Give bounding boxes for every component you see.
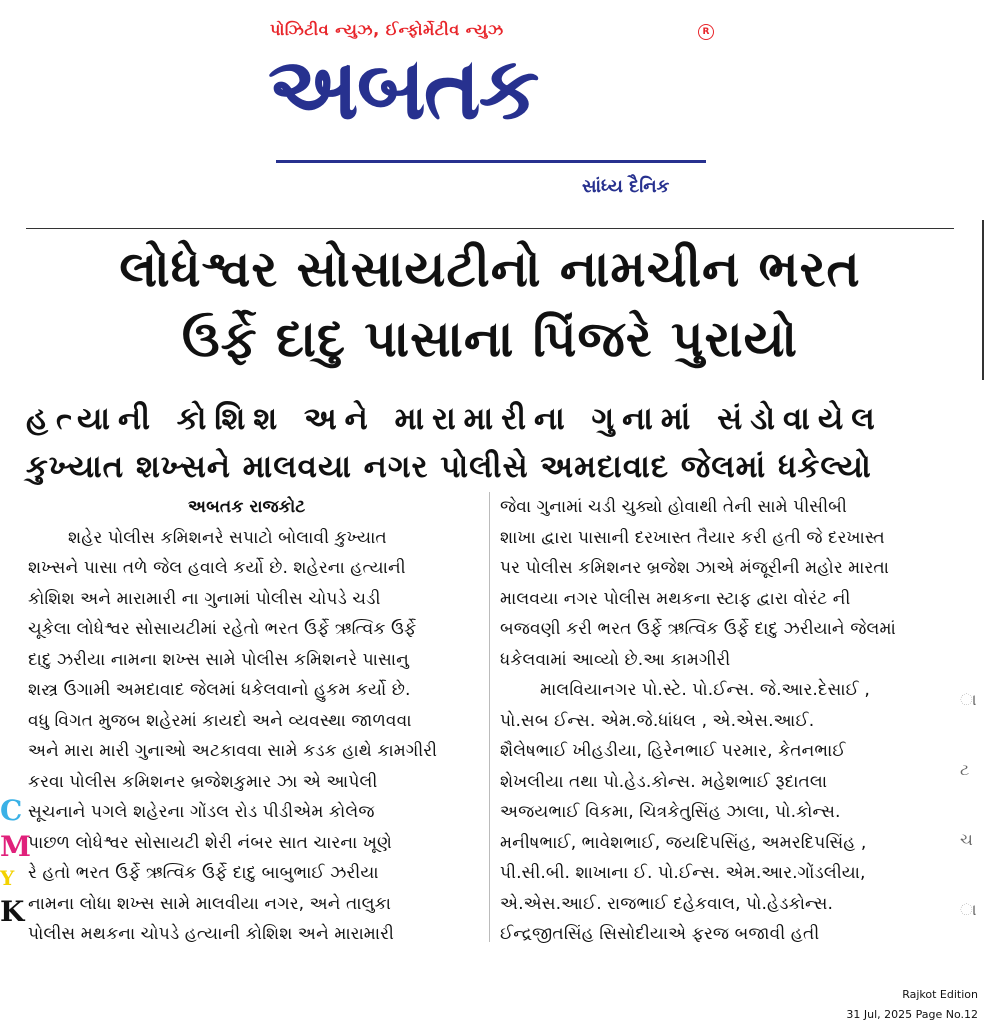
- body-line: શૈલેષભાઈ ખીહડીયા, હિરેનભાઈ પરમાર, કેતનભાઈ: [500, 741, 846, 761]
- body-line: સૂચનાને પગલે શહેરના ગોંડલ રોડ પીડીએમ કોલેજ: [28, 802, 375, 822]
- body-line: માલવિયાનગર પો.સ્ટે. પો.ઈન્સ. જે.આર.દેસાઈ ,: [540, 680, 870, 700]
- masthead: [262, 14, 722, 204]
- article-top-rule: [26, 228, 954, 229]
- body-line: પાછળ લોધેશ્વર સોસાયટી શેરી નંબર સાત ચારના ખૂણે: [28, 832, 392, 853]
- edition-label: Rajkot Edition: [902, 988, 978, 1001]
- adjacent-article-border: [982, 220, 984, 380]
- body-line: માલવયા નગર પોલીસ મથકના સ્ટાફ દ્વારા વોરંટ ની: [500, 588, 851, 609]
- body-line: મનીષભાઈ, ભાવેશભાઈ, જયદિપસિંહ, અમરદિપસિંહ ,: [500, 832, 867, 853]
- adjacent-article-fragment: ચ: [960, 830, 973, 849]
- body-line: કરવા પોલીસ કમિશનર બ્રજેશકુમાર ઝા એ આપેલી: [28, 771, 378, 792]
- body-line: ઈન્દ્રજીતસિંહ સિસોદીયાએ ફરજ બજાવી હતી: [500, 924, 820, 944]
- body-line: શાખા દ્વારા પાસાની દરખાસ્ત તૈયાર કરી હતી જે દરખાસ્ત: [500, 527, 885, 548]
- adjacent-article-fragment: ા: [960, 690, 977, 709]
- body-line: પોલીસ મથકના ચોપડે હત્યાની કોશિશ અને મારામારી: [28, 924, 394, 944]
- print-mark-yellow: Y: [0, 866, 15, 890]
- body-line: નામના લોધા શખ્સ સામે માલવીયા નગર, અને તાલુકા: [28, 893, 391, 914]
- body-line: શસ્ત્ર ઉગામી અમદાવાદ જેલમાં ધકેલવાનો હુકમ કર્યો છે.: [28, 680, 411, 700]
- adjacent-article-fragment: ા: [960, 900, 977, 919]
- masthead-tagline: પોઝિટીવ ન્યુઝ, ઈન્ફોર્મેટીવ ન્યુઝ: [270, 20, 504, 39]
- print-mark-black: K: [0, 895, 25, 928]
- body-line: શેખલીયા તથા પો.હેડ.કોન્સ. મહેશભાઈ રૂદાતલા: [500, 771, 828, 792]
- logo-underline: [276, 160, 706, 163]
- body-line: શહેર પોલીસ કમિશનરે સપાટો બોલાવી કુખ્યાત: [68, 527, 387, 548]
- date-page-label: 31 Jul, 2025 Page No.12: [846, 1008, 978, 1021]
- subheadline-line-2: કુખ્યાત શખ્સને માલવયા નગર પોલીસે અમદાવાદ જેલમાં ધકેલ્યો: [26, 449, 872, 485]
- edition-type: સાંધ્ય દૈનિક: [582, 176, 670, 197]
- article-column-left: [28, 492, 484, 950]
- body-line: દાદુ ઝરીયા નામના શખ્સ સામે પોલીસ કમિશનરે પાસાનુ: [28, 649, 409, 670]
- registered-trademark-icon: R: [698, 24, 714, 40]
- headline-line-2: ઉર્ફે દાદુ પાસાના પિંજરે પુરાયો: [181, 310, 799, 368]
- body-line: વધુ વિગત મુજબ શહેરમાં કાયદો અને વ્યવસ્થા જાળવવા: [28, 710, 412, 731]
- body-line: ધકેલવામાં આવ્યો છે.આ કામગીરી: [500, 649, 731, 670]
- column-divider: [489, 492, 490, 942]
- adjacent-article-fragment: ટ: [960, 760, 970, 779]
- body-line: શખ્સને પાસા તળે જેલ હવાલે કર્યો છે. શહેરના હત્યાની: [28, 558, 406, 578]
- body-line: પો.સબ ઈન્સ. એમ.જે.ધાંધલ , એ.એસ.આઈ.: [500, 710, 815, 731]
- body-line: રે હતો ભરત ઉર્ફે ઋત્વિક ઉર્ફે દાદુ બાબુભાઈ ઝરીયા: [28, 863, 379, 883]
- byline: અબતક રાજકોટ: [188, 497, 306, 517]
- newspaper-logo: અબતક: [268, 39, 538, 139]
- body-line: ચૂકેલા લોધેશ્વર સોસાયટીમાં રહેતો ભરત ઉર્ફે ઋત્વિક ઉર્ફે: [28, 619, 417, 639]
- body-line: એ.એસ.આઈ. રાજભાઈ દહેકવાલ, પો.હેડકોન્સ.: [500, 893, 834, 914]
- print-mark-magenta: M: [0, 830, 31, 863]
- body-line: પી.સી.બી. શાખાના ઈ. પો.ઈન્સ. એમ.આર.ગોંડલીયા,: [500, 863, 866, 883]
- headline-line-1: લોધેશ્વર સોસાયટીનો નામચીન ભરત: [119, 240, 861, 298]
- body-line: જેવા ગુનામાં ચડી ચુક્યો હોવાથી તેની સામે પીસીબી: [500, 497, 847, 517]
- body-line: અજયભાઈ વિકમા, ચિત્રકેતુસિંહ ઝાલા, પો.કોન્સ.: [500, 802, 841, 822]
- body-line: અને મારા મારી ગુનાઓ અટકાવવા સામે કડક હાથે કામગીરી: [28, 741, 438, 761]
- body-line: બજવણી કરી ભરત ઉર્ફે ઋત્વિક ઉર્ફે દાદુ ઝરીયાને જેલમાં: [500, 619, 896, 639]
- subheadline-line-1: હત્યાની કોશિશ અને મારામારીના ગુનામાં સંડોવાયેલ: [26, 401, 883, 437]
- print-mark-cyan: C: [0, 794, 23, 827]
- body-line: પર પોલીસ કમિશનર બ્રજેશ ઝાએ મંજૂરીની મહોર મારતા: [500, 558, 890, 578]
- article-column-right: [500, 492, 956, 950]
- body-line: કોશિશ અને મારામારી ના ગુનામાં પોલીસ ચોપડે ચડી: [28, 588, 381, 609]
